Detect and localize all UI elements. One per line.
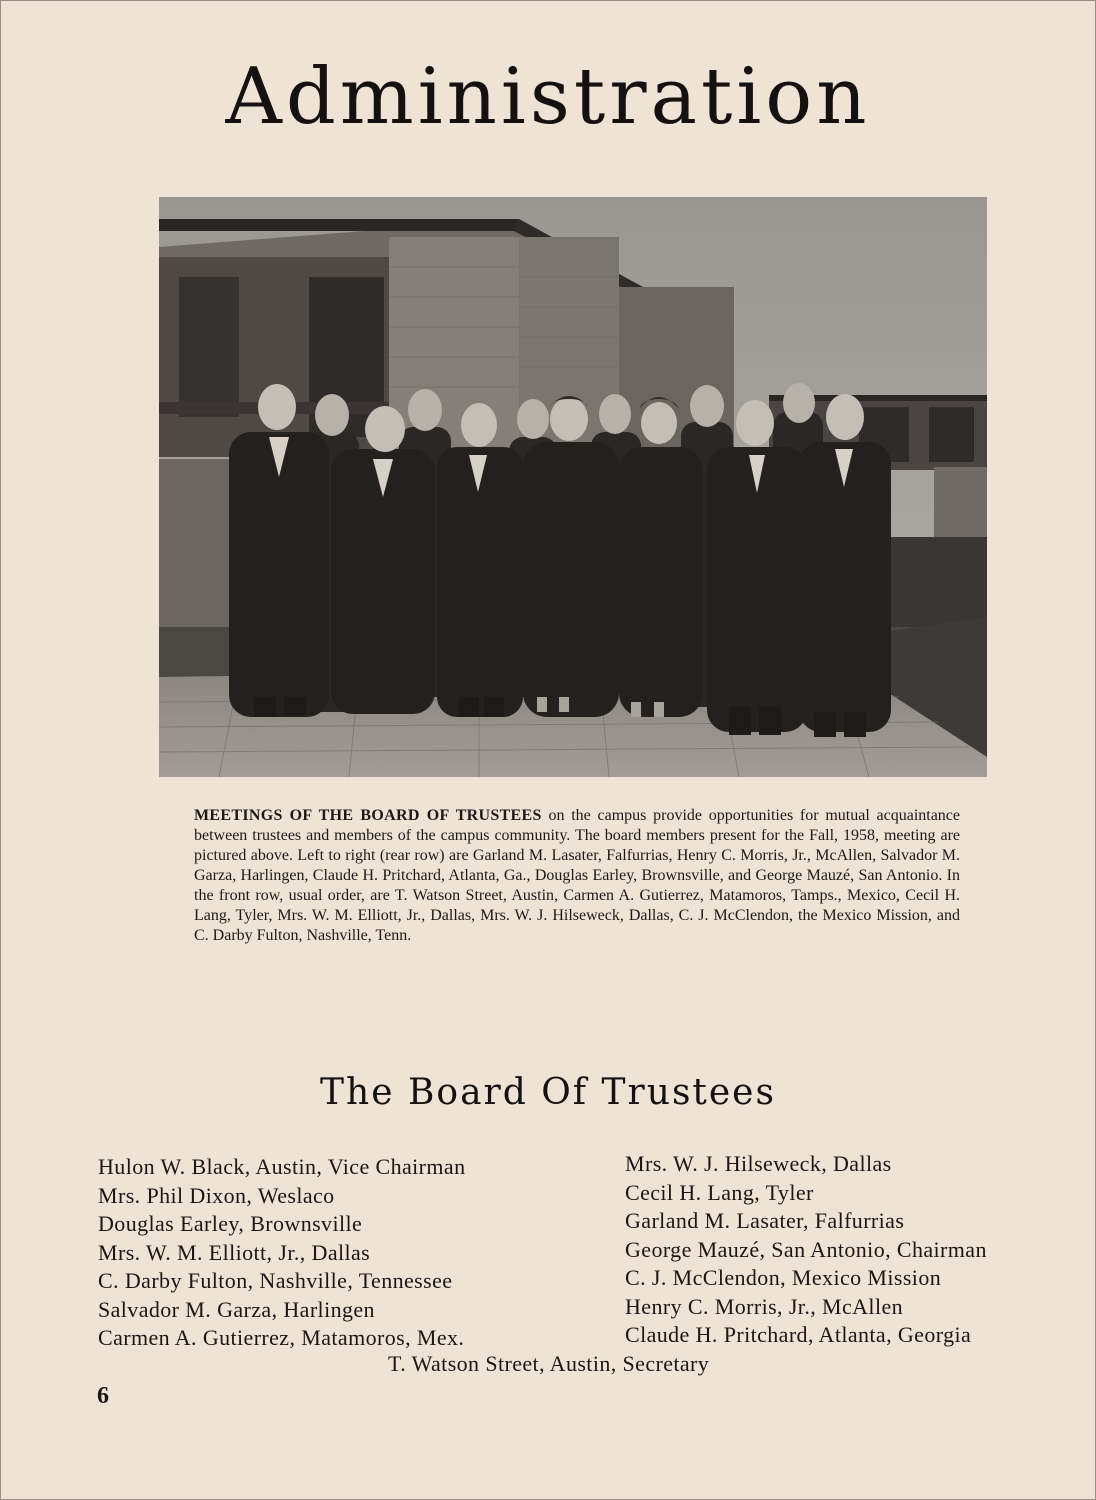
trustees-list-right (625, 1150, 987, 1350)
trustee-entry: Salvador M. Garza, Harlingen (98, 1296, 375, 1322)
page-title: Administration (225, 52, 871, 142)
trustee-entry: C. J. McClendon, Mexico Mission (625, 1265, 942, 1290)
caption-body: on the campus provide opportunities for mutual acquaintance between trustees and members of the campus community. The board members present for the Fall, 1958, meeting are pictured above. Left to right (rear row) are Garland M. Lasater, Falfurrias, Henry C. Morris, Jr., McAllen, Salvador M. Garza, Harlingen, Claude H. Pritchard, Atlanta, Ga., Douglas Earley, Brownsville, and George Mauzé, San Antonio. In the front row, usual order, are T. Watson Street, Austin, Carmen A. Gutierrez, Matamoros, Tamps., Mexico, Cecil H. Lang, Tyler, Mrs. W. M. Elliott, Jr., Dallas, Mrs. W. J. Hilseweck, Dallas, C. J. McClendon, the Mexico Mission, and C. Darby Fulton, Nashville, Tenn. (194, 807, 961, 944)
trustee-entry: Mrs. W. M. Elliott, Jr., Dallas (98, 1239, 371, 1265)
trustee-entry: Mrs. Phil Dixon, Weslaco (98, 1182, 335, 1208)
trustee-entry: George Mauzé, San Antonio, Chairman (625, 1236, 987, 1262)
trustee-entry: Mrs. W. J. Hilseweck, Dallas (625, 1151, 892, 1176)
trustee-entry: Garland M. Lasater, Falfurrias (625, 1208, 905, 1233)
photo-caption (194, 806, 960, 946)
trustee-entry: C. Darby Fulton, Nashville, Tennessee (98, 1268, 453, 1293)
page-number: 6 (97, 1383, 109, 1409)
caption-lead: MEETINGS OF THE BOARD OF TRUSTEES (194, 807, 542, 824)
trustee-entry: Carmen A. Gutierrez, Matamoros, Mex. (98, 1325, 465, 1350)
trustee-secretary: T. Watson Street, Austin, Secretary (388, 1351, 710, 1376)
board-photo (159, 197, 987, 777)
trustee-entry: Cecil H. Lang, Tyler (625, 1179, 814, 1205)
trustees-list-left (98, 1153, 466, 1353)
trustee-entry: Claude H. Pritchard, Atlanta, Georgia (625, 1322, 972, 1347)
section-heading: The Board Of Trustees (320, 1072, 776, 1113)
trustee-entry: Douglas Earley, Brownsville (98, 1211, 363, 1236)
trustee-entry: Henry C. Morris, Jr., McAllen (625, 1293, 904, 1319)
trustee-entry: Hulon W. Black, Austin, Vice Chairman (98, 1154, 466, 1179)
board-photo-illustration (159, 197, 987, 777)
